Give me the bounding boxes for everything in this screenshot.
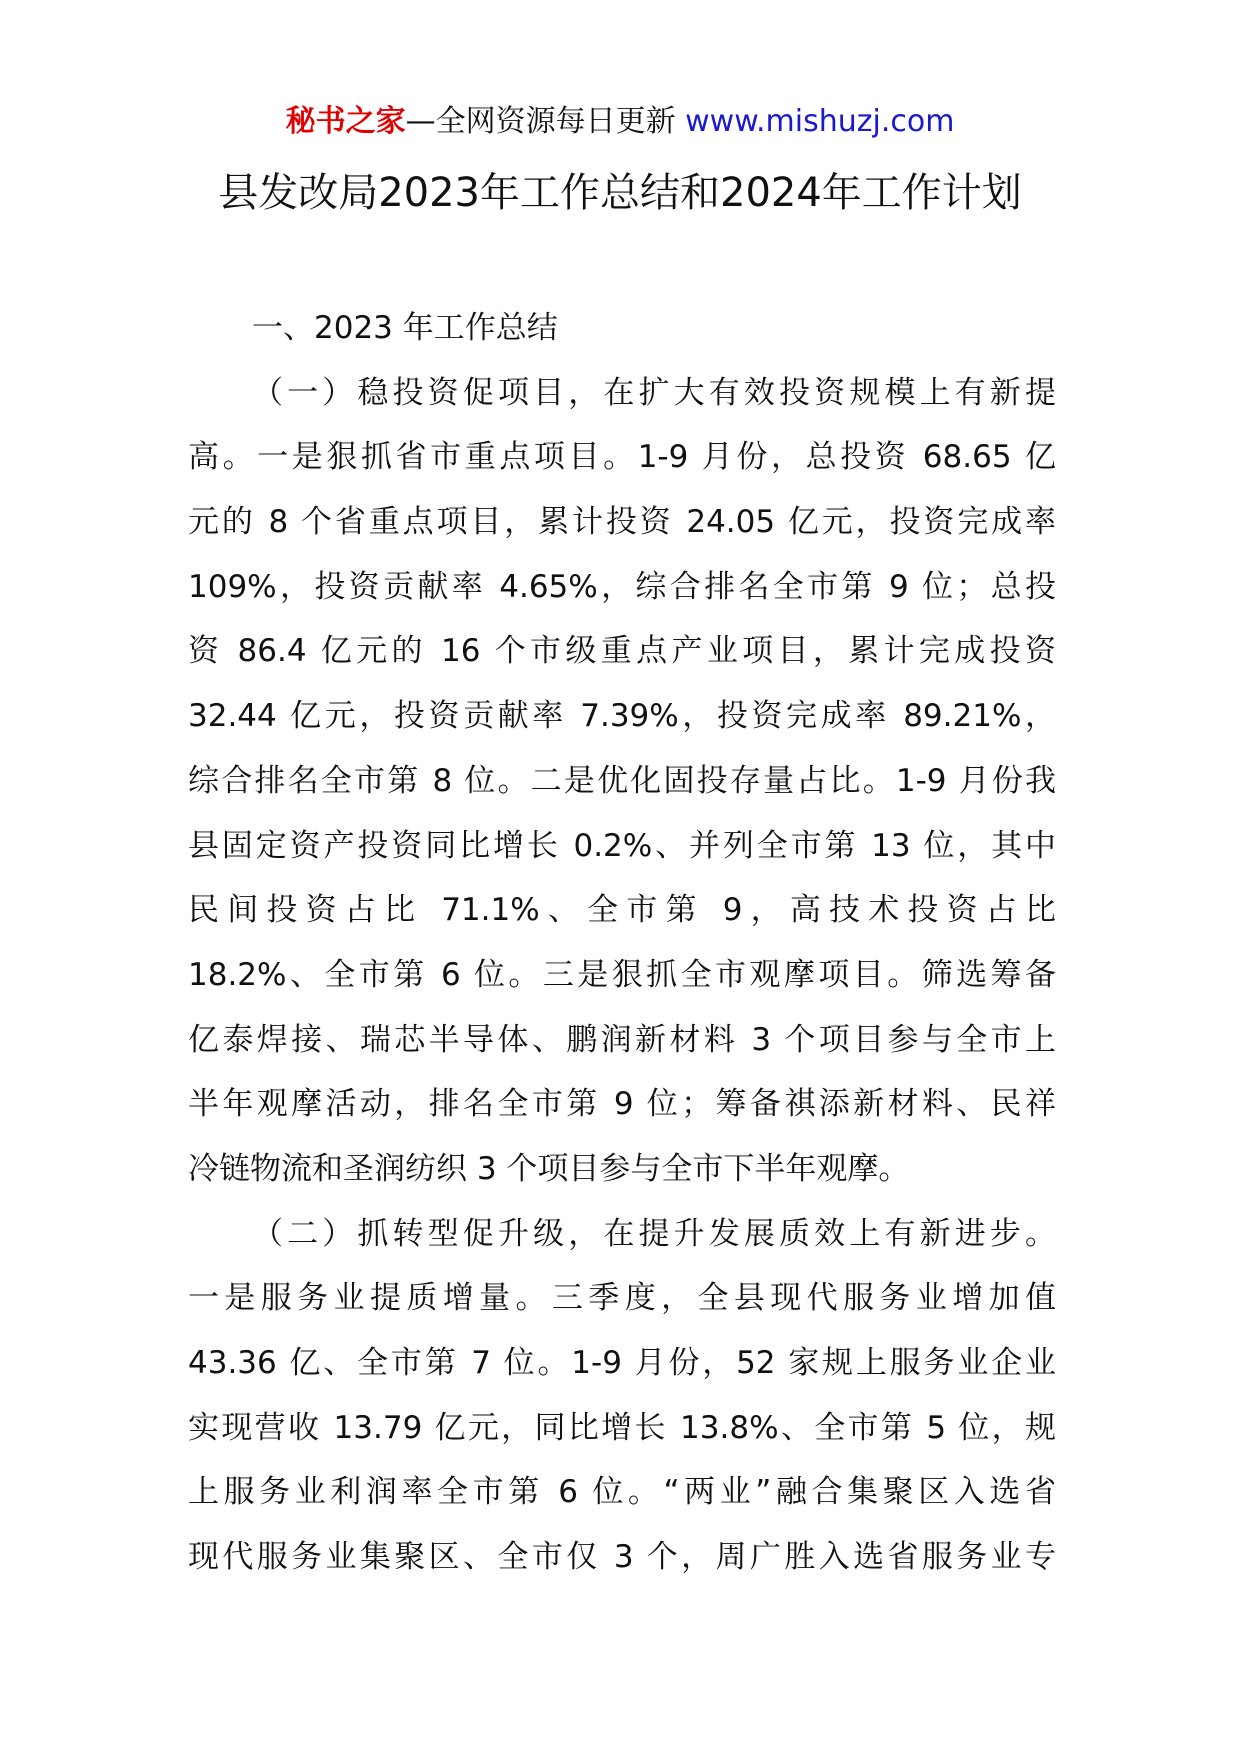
document-title: 县发改局2023年工作总结和2024年工作计划: [218, 170, 1022, 216]
paragraph-line: 32.44 亿元，投资贡献率 7.39%，投资完成率 89.21%，: [188, 698, 1056, 735]
section-heading: 一、2023 年工作总结: [252, 310, 558, 346]
paragraph-line: 上服务业利润率全市第 6 位。“两业”融合集聚区入选省: [188, 1474, 1056, 1511]
paragraph-line: 资 86.4 亿元的 16 个市级重点产业项目，累计完成投资: [188, 633, 1056, 670]
site-brand: 秘书之家: [285, 104, 406, 139]
document-body: [188, 296, 1056, 1590]
paragraph-line: 半年观摩活动，排名全市第 9 位；筹备祺添新材料、民祥: [188, 1086, 1056, 1123]
site-header: [0, 100, 1240, 144]
paragraph-line: 综合排名全市第 8 位。二是优化固投存量占比。1-9 月份我: [188, 762, 1056, 799]
paragraph-line: （二）抓转型促升级，在提升发展质效上有新进步。: [252, 1215, 1056, 1252]
paragraph-line: 109%，投资贡献率 4.65%，综合排名全市第 9 位；总投: [188, 568, 1056, 605]
paragraph-line: 民间投资占比 71.1%、全市第 9，高技术投资占比: [188, 892, 1056, 929]
paragraph-line: 实现营收 13.79 亿元，同比增长 13.8%、全市第 5 位，规: [188, 1409, 1056, 1446]
paragraph-line: 冷链物流和圣润纺织 3 个项目参与全市下半年观摩。: [188, 1150, 910, 1187]
paragraph-line: 一是服务业提质增量。三季度，全县现代服务业增加值: [188, 1280, 1056, 1317]
paragraph-line: 县固定资产投资同比增长 0.2%、并列全市第 13 位，其中: [188, 827, 1056, 864]
paragraph-line: 18.2%、全市第 6 位。三是狠抓全市观摩项目。筛选筹备: [188, 956, 1056, 993]
paragraph-line: 43.36 亿、全市第 7 位。1-9 月份，52 家规上服务业企业: [188, 1345, 1056, 1381]
paragraph-line: 现代服务业集聚区、全市仅 3 个，周广胜入选省服务业专: [188, 1539, 1056, 1576]
paragraph-line: 元的 8 个省重点项目，累计投资 24.05 亿元，投资完成率: [188, 504, 1056, 541]
site-url-link[interactable]: www.mishuzj.com: [685, 104, 955, 139]
site-slogan: —全网资源每日更新: [405, 104, 686, 139]
paragraph-line: 高。一是狠抓省市重点项目。1-9 月份，总投资 68.65 亿: [188, 439, 1056, 476]
paragraph-line: （一）稳投资促项目，在扩大有效投资规模上有新提: [252, 374, 1056, 411]
paragraph-line: 亿泰焊接、瑞芯半导体、鹏润新材料 3 个项目参与全市上: [188, 1021, 1056, 1058]
